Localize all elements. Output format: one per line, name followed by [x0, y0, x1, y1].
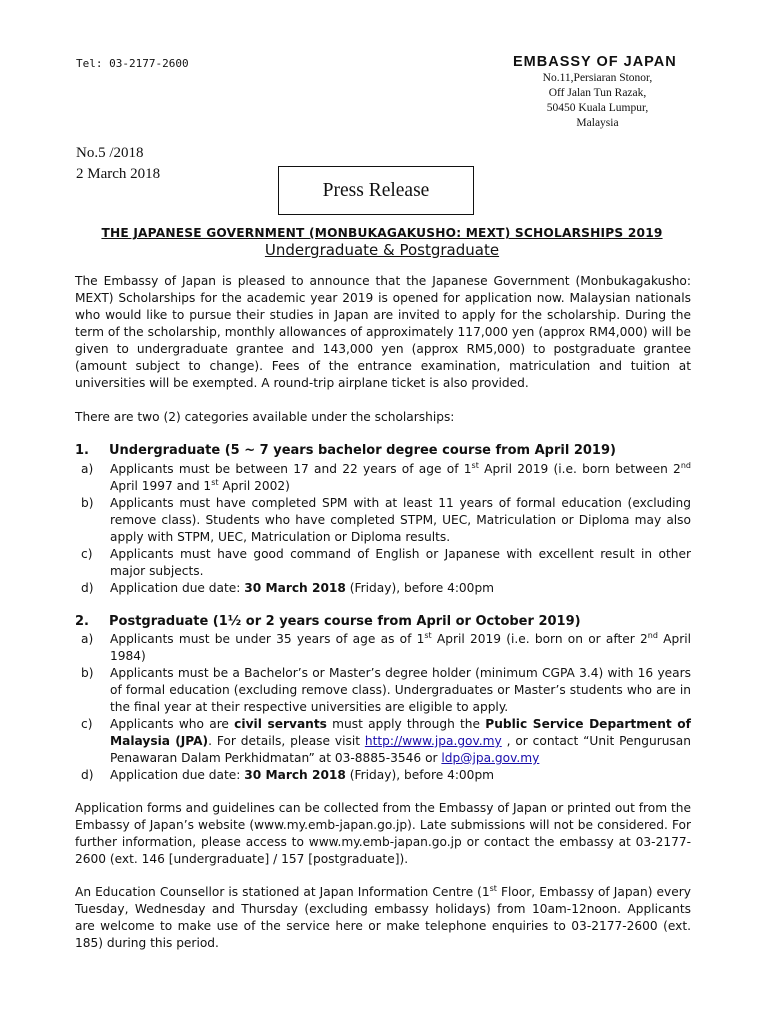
- list-item: [75, 495, 691, 546]
- list-text: Application due date: 30 March 2018 (Friday), before 4:00pm: [110, 768, 495, 782]
- list-label: a): [81, 462, 94, 476]
- list-label: d): [81, 768, 94, 782]
- list-item: [75, 546, 691, 580]
- document-subtitle: Undergraduate & Postgraduate: [264, 241, 500, 259]
- address-line: Off Jalan Tun Razak,: [548, 87, 647, 99]
- list-label: b): [81, 666, 94, 680]
- telephone-number: Tel: 03-2177-2600: [76, 57, 189, 70]
- address-line: No.11,Persiaran Stonor,: [542, 72, 653, 84]
- list-label: a): [81, 632, 94, 646]
- section-heading-text: Postgraduate (1½ or 2 years course from April or October 2019): [109, 614, 581, 629]
- list-item: [75, 461, 691, 495]
- embassy-address: [500, 71, 695, 131]
- list-text: Applicants must be between 17 and 22 years of age of 1st April 2019 (i.e. born between 2nd April 1997 and 1st April 2002): [110, 460, 691, 493]
- list-label: c): [81, 547, 93, 561]
- list-item: [75, 716, 691, 767]
- categories-intro: There are two (2) categories available under the scholarships:: [75, 410, 455, 424]
- list-item: [75, 580, 691, 597]
- list-label: b): [81, 496, 94, 510]
- application-forms-paragraph: Application forms and guidelines can be collected from the Embassy of Japan or printed out from the Embassy of Japan’s website (www.my.emb-japan.go.jp). Late submissions will not be considered. For further information, please access to www.my.emb-japan.go.jp or contact the embassy at 03-2177-2600 (ext. 146 [undergraduate] / 157 [postgraduate]).: [75, 801, 691, 866]
- due-date: 30 March 2018: [244, 581, 346, 595]
- address-line: Malaysia: [576, 117, 619, 129]
- list-text: Applicants must be a Bachelor’s or Master’s degree holder (minimum CGPA 3.4) with 16 years of formal education (excluding remove class). Undergraduates or Master’s students who are in the final year at their respective universities are eligible to apply.: [110, 666, 691, 714]
- list-label: d): [81, 581, 94, 595]
- reference-number: No.5 /2018: [76, 145, 144, 161]
- press-release-label: Press Release: [322, 179, 430, 201]
- reference-block: [76, 143, 160, 185]
- list-item: [75, 631, 691, 665]
- section-heading-text: Undergraduate (5 ~ 7 years bachelor degree course from April 2019): [109, 443, 616, 458]
- list-label: c): [81, 717, 93, 731]
- undergraduate-requirements: [75, 461, 691, 597]
- press-release-box: [278, 166, 474, 215]
- jpa-website-link[interactable]: http://www.jpa.gov.my: [364, 734, 502, 748]
- list-text: Application due date: 30 March 2018 (Friday), before 4:00pm: [110, 581, 495, 595]
- list-text: Applicants who are civil servants must apply through the Public Service Department of Malaysia (JPA). For details, please visit http://www.jpa.gov.my , or contact “Unit Pengurusan Penawaran Dalam Perkhidmatan” at 03-8885-3546 or ldp@jpa.gov.my: [110, 717, 691, 765]
- section-undergraduate-heading: [75, 443, 616, 458]
- list-text: Applicants must be under 35 years of age as of 1st April 2019 (i.e. born on or after 2nd April 1984): [110, 630, 691, 663]
- embassy-name: EMBASSY OF JAPAN: [513, 54, 677, 70]
- list-text: Applicants must have good command of English or Japanese with excellent result in other major subjects.: [110, 547, 691, 578]
- jpa-email-link[interactable]: ldp@jpa.gov.my: [441, 751, 540, 765]
- intro-paragraph: The Embassy of Japan is pleased to announce that the Japanese Government (Monbukagakusho: MEXT) Scholarships for the academic year 2019 is opened for application now. Malaysian nationals who would like to pursue their studies in Japan are invited to apply for the scholarship. During the term of the scholarship, monthly allowances of approximately 117,000 yen (approx RM4,000) will be given to undergraduate grantee and 143,000 yen (approx RM5,000) to postgraduate grantee (amount subject to change). Fees of the entrance examination, matriculation and tuition at universities will be exempted. A round-trip airplane ticket is also provided.: [75, 274, 691, 390]
- postgraduate-requirements: [75, 631, 691, 784]
- section-postgraduate-heading: [75, 614, 581, 629]
- list-item: [75, 767, 691, 784]
- document-title: THE JAPANESE GOVERNMENT (MONBUKAGAKUSHO: MEXT) SCHOLARSHIPS 2019: [101, 226, 663, 240]
- due-date: 30 March 2018: [244, 768, 346, 782]
- counsellor-paragraph: An Education Counsellor is stationed at Japan Information Centre (1st Floor, Embassy of Japan) every Tuesday, Wednesday and Thursday (excluding embassy holidays) from 10am-12noon. Applicants are welcome to make use of the service here or make telephone enquiries to 03-2177-2600 (ext. 185) during this period.: [75, 883, 691, 950]
- release-date: 2 March 2018: [76, 166, 161, 182]
- section-number: 2.: [75, 614, 89, 629]
- list-text: Applicants must have completed SPM with at least 11 years of formal education (excluding remove class). Students who have completed STPM, UEC, Matriculation or Diploma may also apply with STPM, UEC, Matriculation or Diploma results.: [110, 496, 691, 544]
- section-number: 1.: [75, 443, 89, 458]
- address-line: 50450 Kuala Lumpur,: [546, 102, 649, 114]
- list-item: [75, 665, 691, 716]
